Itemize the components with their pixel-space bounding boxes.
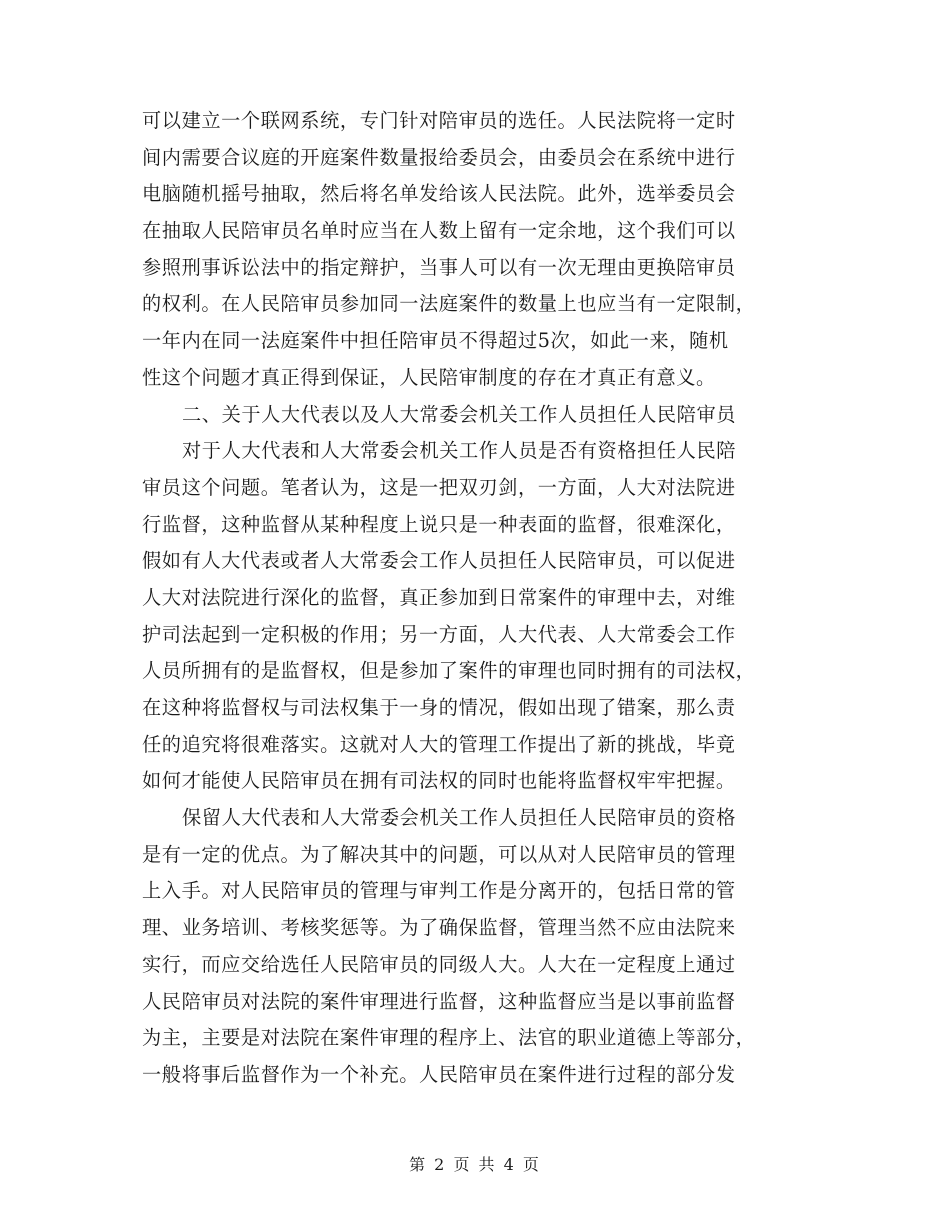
text-line: 对于人大代表和人大常委会机关工作人员是否有资格担任人民陪 xyxy=(182,439,737,463)
text-line: 护司法起到一定积极的作用；另一方面，人大代表、人大常委会工作 xyxy=(142,622,736,646)
page-footer: 第 2 页 共 4 页 xyxy=(409,1155,541,1174)
text-line: 行监督，这种监督从某种程度上说只是一种表面的监督，很难深化， xyxy=(142,512,736,536)
text-line: 上入手。对人民陪审员的管理与审判工作是分离开的，包括日常的管 xyxy=(142,879,736,903)
text-line: 理、业务培训、考核奖惩等。为了确保监督，管理当然不应由法院来 xyxy=(142,916,736,940)
text-line: 性这个问题才真正得到保证，人民陪审制度的存在才真正有意义。 xyxy=(142,365,716,389)
text-line: 为主，主要是对法院在案件审理的程序上、法官的职业道德上等部分， xyxy=(142,1026,756,1050)
text-line: 是有一定的优点。为了解决其中的问题，可以从对人民陪审员的管理 xyxy=(142,842,736,866)
text-line: 审员这个问题。笔者认为，这是一把双刃剑，一方面，人大对法院进 xyxy=(142,475,736,499)
text-line: 任的追究将很难落实。这就对人大的管理工作提出了新的挑战，毕竟 xyxy=(142,732,736,756)
text-line: 如何才能使人民陪审员在拥有司法权的同时也能将监督权牢牢把握。 xyxy=(142,769,736,793)
text-line: 人员所拥有的是监督权，但是参加了案件的审理也同时拥有的司法权， xyxy=(142,659,756,683)
text-line: 人大对法院进行深化的监督，真正参加到日常案件的审理中去，对维 xyxy=(142,585,736,609)
text-line: 间内需要合议庭的开庭案件数量报给委员会，由委员会在系统中进行 xyxy=(142,145,736,169)
text-line: 人民陪审员对法院的案件审理进行监督，这种监督应当是以事前监督 xyxy=(142,989,736,1013)
text-line: 假如有人大代表或者人大常委会工作人员担任人民陪审员，可以促进 xyxy=(142,549,736,573)
text-line: 可以建立一个联网系统，专门针对陪审员的选任。人民法院将一定时 xyxy=(142,109,736,132)
text-line: 一般将事后监督作为一个补充。人民陪审员在案件进行过程的部分发 xyxy=(142,1062,736,1086)
text-line: 电脑随机摇号抽取，然后将名单发给该人民法院。此外，选举委员会 xyxy=(142,182,736,206)
text-line: 一年内在同一法庭案件中担任陪审员不得超过5次，如此一来，随机 xyxy=(142,329,729,353)
text-line: 在这种将监督权与司法权集于一身的情况，假如出现了错案，那么责 xyxy=(142,696,736,719)
text-line: 在抽取人民陪审员名单时应当在人数上留有一定余地，这个我们可以 xyxy=(142,219,736,243)
text-line: 实行，而应交给选任人民陪审员的同级人大。人大在一定程度上通过 xyxy=(142,952,736,976)
document-body xyxy=(142,103,802,1094)
text-line: 的权利。在人民陪审员参加同一法庭案件的数量上也应当有一定限制， xyxy=(142,292,756,316)
text-line: 参照刑事诉讼法中的指定辩护，当事人可以有一次无理由更换陪审员 xyxy=(142,255,736,279)
text-line: 保留人大代表和人大常委会机关工作人员担任人民陪审员的资格 xyxy=(182,806,737,830)
text-line: 二、关于人大代表以及人大常委会机关工作人员担任人民陪审员 xyxy=(182,402,737,426)
